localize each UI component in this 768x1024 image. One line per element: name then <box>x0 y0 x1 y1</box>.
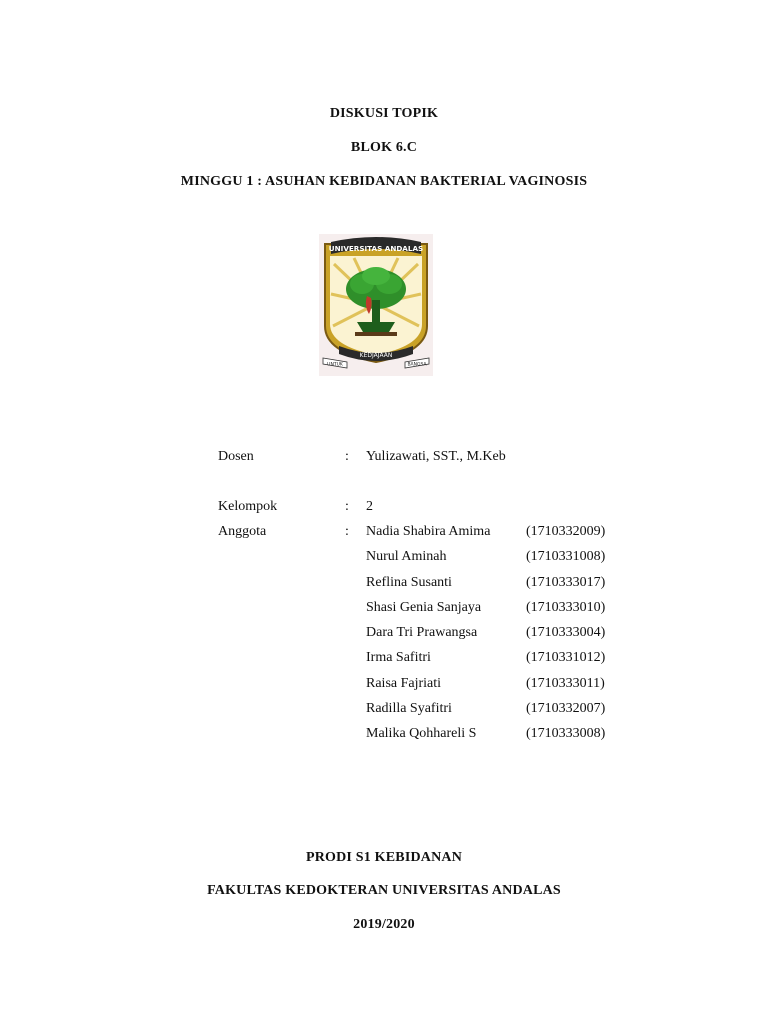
list-item <box>0 599 768 617</box>
member-name: Raisa Fajriati <box>366 676 442 691</box>
list-item <box>0 725 768 743</box>
member-nim: (1710333010) <box>526 600 606 615</box>
kelompok-row <box>0 498 768 516</box>
logo-top-text: UNIVERSITAS ANDALAS <box>328 244 424 253</box>
member-nim: (1710333008) <box>526 726 606 741</box>
dosen-value: Yulizawati, SST., M.Keb <box>366 449 506 464</box>
kelompok-value: 2 <box>366 499 373 514</box>
dosen-label: Dosen <box>218 449 254 464</box>
member-name: Dara Tri Prawangsa <box>366 625 478 640</box>
list-item <box>0 624 768 642</box>
list-item <box>0 548 768 566</box>
member-nim: (1710333011) <box>526 676 605 691</box>
university-andalas-logo <box>319 234 433 376</box>
member-name: Reflina Susanti <box>366 575 452 590</box>
member-name: Irma Safitri <box>366 650 431 665</box>
member-nim: (1710333004) <box>526 625 606 640</box>
list-item <box>0 574 768 592</box>
member-name: Nurul Aminah <box>366 549 447 564</box>
member-name: Radilla Syafitri <box>366 701 452 716</box>
logo-left-text: UNTUK <box>327 362 343 368</box>
member-nim: (1710333017) <box>526 575 606 590</box>
dosen-colon: : <box>345 449 349 464</box>
list-item <box>0 523 768 541</box>
list-item <box>0 675 768 693</box>
anggota-colon: : <box>345 524 349 539</box>
member-nim: (1710332009) <box>526 524 606 539</box>
title-diskusi-topik: DISKUSI TOPIK <box>329 106 439 121</box>
footer-fakultas: FAKULTAS KEDOKTERAN UNIVERSITAS ANDALAS <box>207 883 561 898</box>
title-minggu: MINGGU 1 : ASUHAN KEBIDANAN BAKTERIAL VAGINOSIS <box>180 174 588 189</box>
kelompok-label: Kelompok <box>218 499 278 514</box>
title-blok: BLOK 6.C <box>350 140 418 155</box>
dosen-row <box>0 448 768 466</box>
member-nim: (1710331012) <box>526 650 606 665</box>
footer-year: 2019/2020 <box>353 917 415 932</box>
member-nim: (1710332007) <box>526 701 606 716</box>
member-name: Nadia Shabira Amima <box>366 524 491 539</box>
member-name: Malika Qohhareli S <box>366 726 477 741</box>
member-nim: (1710331008) <box>526 549 606 564</box>
logo-ribbon-text: KEDJAJAAN <box>359 352 393 359</box>
footer-prodi: PRODI S1 KEBIDANAN <box>305 850 463 865</box>
member-name: Shasi Genia Sanjaya <box>366 600 482 615</box>
logo-right-text: BANGSA <box>407 362 427 368</box>
kelompok-colon: : <box>345 499 349 514</box>
list-item <box>0 649 768 667</box>
list-item <box>0 700 768 718</box>
anggota-label: Anggota <box>218 524 267 539</box>
